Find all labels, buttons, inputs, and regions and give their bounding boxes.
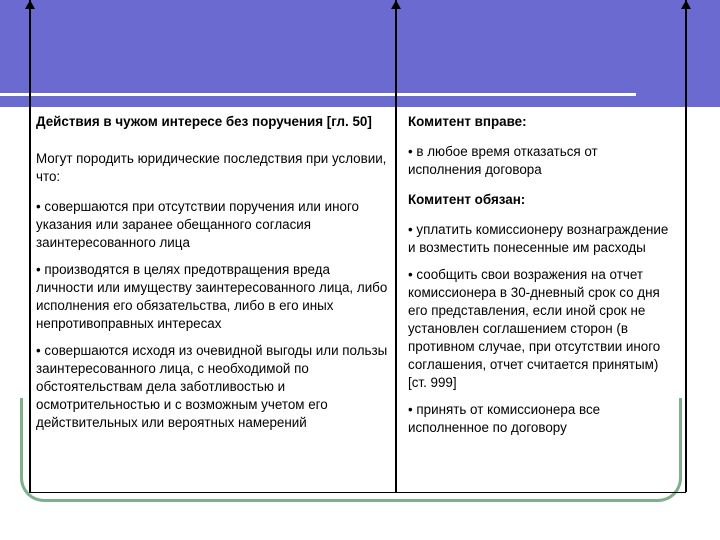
left-arrow-icon bbox=[25, 0, 35, 9]
rights-title: Комитент вправе: bbox=[408, 114, 527, 129]
left-vertical-line bbox=[29, 0, 31, 492]
right-bottom-rule bbox=[395, 492, 686, 493]
left-title: Действия в чужом интересе без поручения [гл. 50] bbox=[36, 114, 372, 129]
right-column bbox=[408, 113, 670, 437]
list-item: • в любое время отказаться от исполнения договора bbox=[408, 144, 598, 177]
center-arrow-icon bbox=[391, 0, 401, 9]
list-item: • принять от комиссионера все исполненное по договору bbox=[408, 402, 601, 435]
right-arrow-icon bbox=[681, 0, 691, 9]
center-vertical-line bbox=[395, 0, 397, 492]
header-banner bbox=[0, 0, 720, 107]
left-intro: Могут породить юридические последствия при условии, что: bbox=[36, 151, 387, 184]
right-vertical-line bbox=[685, 0, 687, 492]
list-item: • совершаются исходя из очевидной выгоды или пользы заинтересованного лица, с необходимой по обстоятельствам дела заботливостью и осмотрительностью и с возможным учетом его действительных или вероятных намерений bbox=[36, 343, 388, 430]
left-bottom-rule bbox=[29, 492, 395, 493]
list-item: • совершаются при отсутствии поручения или иного указания или заранее обещанного согласия заинтересованного лица bbox=[36, 199, 359, 250]
list-item: • уплатить комиссионеру вознаграждение и возместить понесенные им расходы bbox=[408, 222, 669, 255]
list-item: • производятся в целях предотвращения вреда личности или имуществу заинтересованного лица, либо исполнения его обязательства, либо в его иных непротивоправных интересах bbox=[36, 262, 388, 331]
duties-title: Комитент обязан: bbox=[408, 192, 526, 207]
banner-divider bbox=[0, 93, 636, 96]
left-column bbox=[36, 113, 388, 432]
list-item: • сообщить свои возражения на отчет комиссионера в 30-дневный срок со дня его представления, если иной срок не установлен соглашением сторон (в противном случае, при отсутствии иного соглашения, отчет считается принятым) [ст. 999] bbox=[408, 267, 661, 390]
